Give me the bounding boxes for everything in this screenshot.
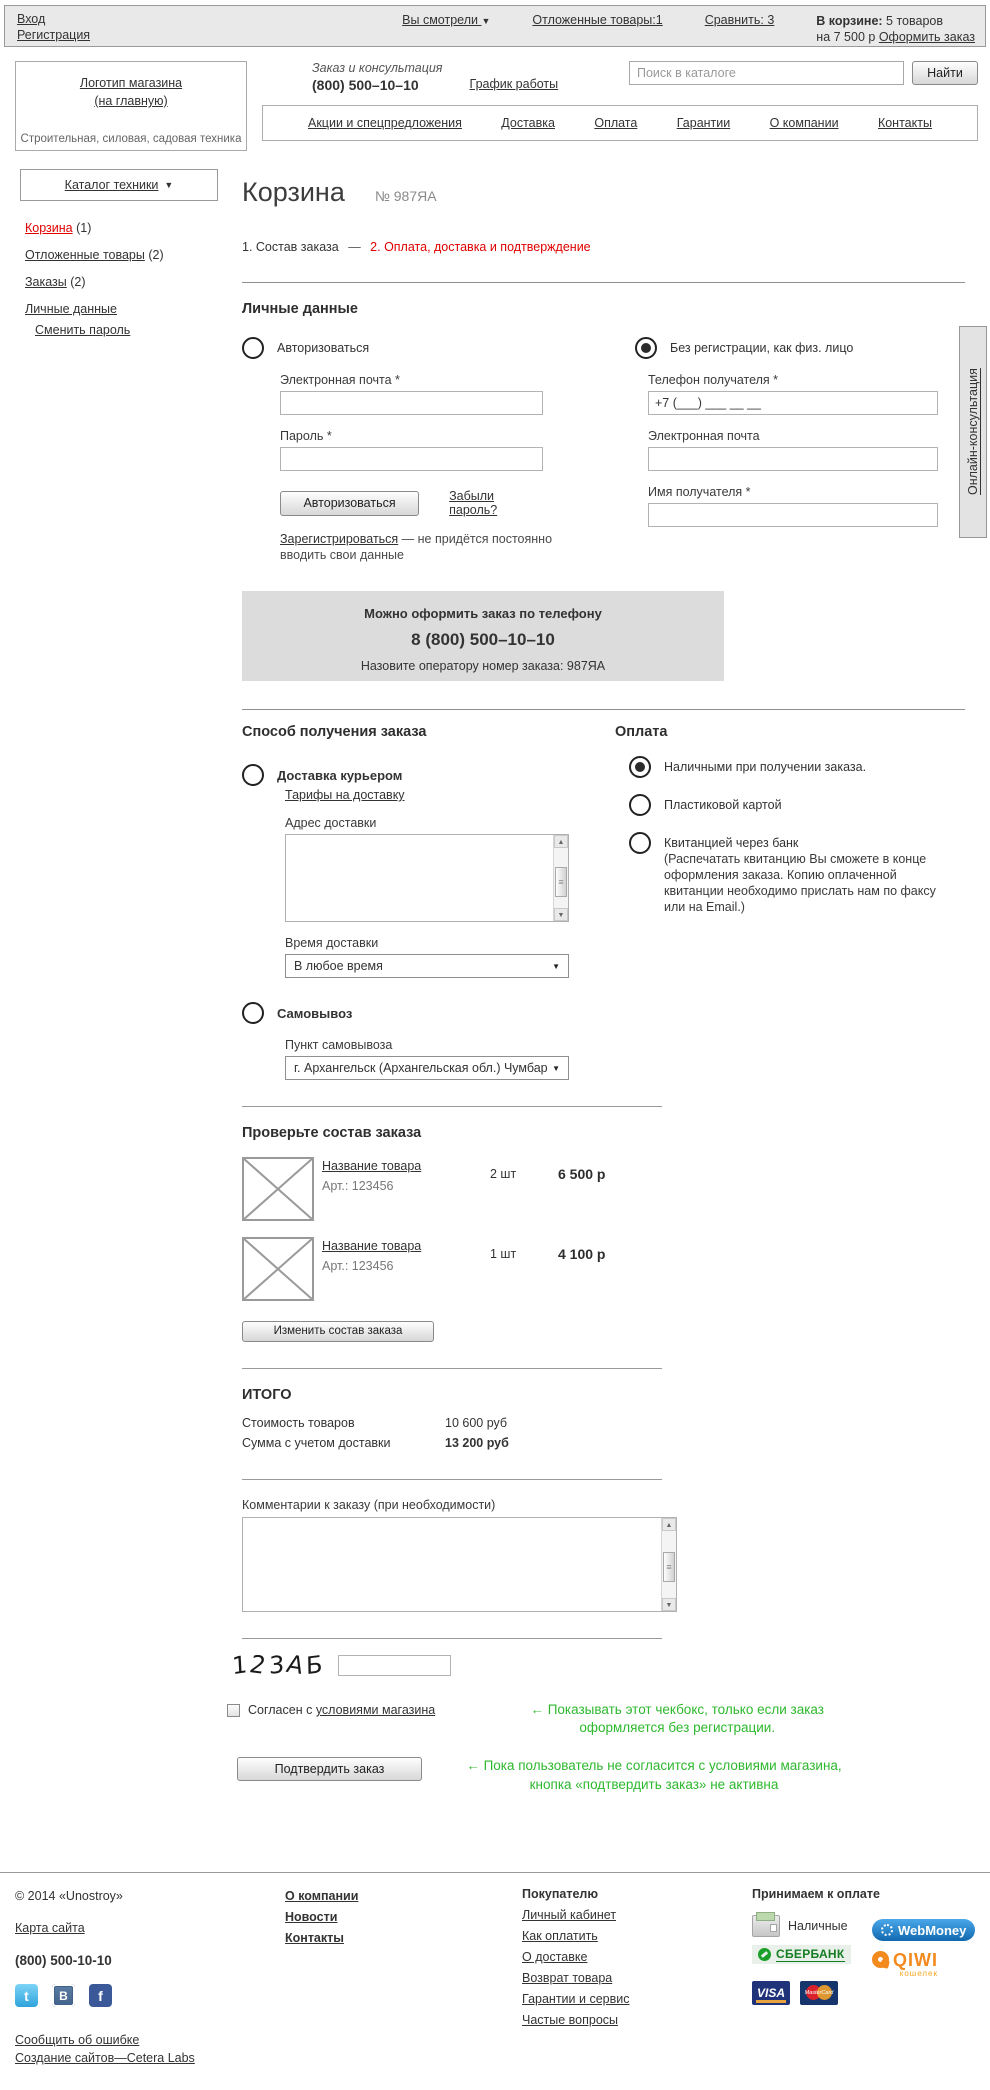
logo-home-link[interactable]: (на главную): [94, 94, 168, 108]
payment-option-cash: [629, 756, 965, 778]
courier-radio[interactable]: [242, 764, 264, 786]
checkout-steps: [242, 240, 965, 254]
delivery-time-select[interactable]: [285, 954, 569, 978]
catalog-button[interactable]: [20, 169, 218, 201]
nav-item-warranty[interactable]: Гарантии: [676, 116, 731, 130]
pickup-radio-label: Самовывоз: [277, 1005, 353, 1021]
webmoney-globe-icon: [881, 1924, 893, 1936]
order-item: [242, 1157, 965, 1221]
qiwi-icon: [872, 1951, 889, 1968]
logo-link[interactable]: Логотип магазина: [79, 76, 183, 90]
receipt-radio[interactable]: [629, 832, 651, 854]
catalog-label: Каталог техники: [64, 178, 159, 192]
search-bar: [629, 61, 978, 85]
delivery-tariffs-link[interactable]: Тарифы на доставку: [285, 788, 405, 802]
password-label: Пароль *: [280, 429, 332, 443]
totals: [242, 1413, 965, 1453]
product-image-placeholder[interactable]: [242, 1237, 314, 1301]
sidebar-item-cart: [25, 221, 235, 235]
cart-count: 5 товаров: [886, 14, 944, 28]
scrollbar-thumb[interactable]: [663, 1552, 675, 1582]
footer-company-column: [15, 1873, 255, 2065]
section-divider: [242, 1368, 662, 1369]
deferred-sidebar-count: (2): [148, 248, 164, 262]
returns-link[interactable]: Возврат товара: [522, 1971, 613, 1985]
product-name-link[interactable]: Название товара: [322, 1159, 422, 1173]
comments-label: Комментарии к заказу (при необходимости): [242, 1498, 496, 1512]
step-2-active: 2. Оплата, доставка и подтверждение: [370, 240, 591, 254]
totals-heading: ИТОГО: [242, 1387, 292, 1403]
product-price: 4 100 р: [558, 1246, 606, 1262]
footer-contacts-link[interactable]: Контакты: [285, 1931, 344, 1945]
header-right: [262, 61, 978, 151]
recipient-email-label: Электронная почта: [648, 429, 760, 443]
sidebar-item-change-password: [35, 323, 235, 337]
personal-sidebar-link[interactable]: Личные данные: [25, 302, 117, 316]
email-label: Электронная почта *: [280, 373, 400, 387]
nav-item-payment[interactable]: Оплата: [594, 116, 638, 130]
footer-about-link[interactable]: О компании: [285, 1889, 359, 1903]
address-label: Адрес доставки: [285, 816, 377, 830]
payment-heading: Оплата: [615, 724, 668, 740]
orders-sidebar-link[interactable]: Заказы: [25, 275, 67, 289]
report-error-link[interactable]: Сообщить об ошибке: [15, 2033, 140, 2047]
goods-cost-value: 10 600 руб: [445, 1416, 508, 1430]
phone-caption: Заказ и консультация: [312, 61, 443, 75]
authorize-radio-label: Авторизоваться: [277, 341, 370, 355]
section-divider: [242, 282, 965, 283]
cash-radio-label: Наличными при получении заказа.: [664, 760, 867, 774]
search-input[interactable]: [629, 61, 904, 85]
online-consultation-tab[interactable]: Онлайн-консультация: [959, 326, 987, 538]
change-password-link[interactable]: Сменить пароль: [35, 323, 131, 337]
cash-radio[interactable]: [629, 756, 651, 778]
checkout-link[interactable]: Оформить заказ: [878, 30, 975, 44]
scroll-up-icon[interactable]: ▲: [662, 1518, 676, 1531]
phone-box-title: Можно оформить заказ по телефону: [364, 606, 602, 621]
receipt-note: (Распечатать квитанцию Вы сможете в конце оформления заказа. Копию оплаченной квитанции необходимо прислать нам по факсу или на Email.): [664, 852, 936, 914]
delivery-time-value: В любое время: [294, 959, 383, 973]
section-divider: [242, 1106, 662, 1107]
visa-logo: VISA: [752, 1981, 790, 2005]
payment-methods-heading: Принимаем к оплате: [752, 1887, 880, 1901]
deferred-sidebar-link[interactable]: Отложенные товары: [25, 248, 145, 262]
deferred-link[interactable]: Отложенные товары:1: [532, 13, 663, 27]
pickup-point-label: Пункт самовывоза: [285, 1038, 393, 1052]
captcha-image: 123АБ: [231, 1649, 327, 1681]
webmoney-label: WebMoney: [898, 1922, 967, 1938]
cart-sidebar-count: (1): [76, 221, 92, 235]
authorize-button[interactable]: Авторизоваться: [280, 491, 419, 516]
sberbank-icon: [758, 1948, 771, 1961]
product-qty: 2 шт: [490, 1167, 517, 1181]
guest-radio[interactable]: [635, 337, 657, 359]
sberbank-logo: [752, 1945, 851, 1964]
mastercard-label: MasterCard: [804, 1990, 834, 1996]
orders-sidebar-count: (2): [70, 275, 86, 289]
product-article: Арт.: 123456: [322, 1179, 394, 1193]
receipt-radio-label: Квитанцией через банк: [664, 836, 799, 850]
courier-radio-label: Доставка курьером: [277, 767, 403, 783]
pickup-point-select[interactable]: [285, 1056, 569, 1080]
recipient-phone-label: Телефон получателя *: [648, 373, 779, 387]
account-link[interactable]: Личный кабинет: [522, 1908, 617, 1922]
phone-box-note: Назовите оператору номер заказа: 987ЯА: [360, 659, 606, 673]
sidebar-item-orders: [25, 275, 235, 289]
chevron-down-icon: ▼: [481, 16, 491, 26]
agree-checkbox[interactable]: [227, 1704, 240, 1717]
delivery-column: [242, 724, 572, 1080]
register-note: — не придётся постоянно вводить свои данные: [280, 532, 553, 562]
recipient-phone-field[interactable]: [648, 391, 938, 415]
email-field[interactable]: [280, 391, 543, 415]
mastercard-logo: [800, 1981, 838, 2005]
cart-sidebar-link[interactable]: Корзина: [25, 221, 73, 235]
webmoney-logo: [872, 1919, 975, 1941]
order-check-heading: Проверьте состав заказа: [242, 1125, 422, 1141]
copyright: © 2014 «Unostroy»: [15, 1889, 123, 1903]
qiwi-label: QIWI: [893, 1950, 938, 1970]
goods-cost-label: Стоимость товаров: [242, 1416, 355, 1430]
sidebar-item-personal: [25, 302, 235, 316]
delivery-address-textarea[interactable]: [285, 834, 569, 922]
footer-phone: (800) 500-10-10: [15, 1953, 112, 1968]
main: [231, 151, 965, 1794]
edit-order-button[interactable]: Изменить состав заказа: [242, 1321, 434, 1342]
product-qty: 1 шт: [490, 1247, 517, 1261]
comments-textarea[interactable]: [242, 1517, 677, 1612]
delivery-time-label: Время доставки: [285, 936, 379, 950]
cart-summary: [816, 11, 975, 44]
section-divider: [242, 709, 965, 710]
logo-box: [15, 61, 247, 151]
scrollbar-thumb[interactable]: [555, 867, 567, 897]
social-links: [15, 1984, 255, 2007]
agree-label: Согласен с: [248, 1703, 316, 1717]
total-with-delivery-value: 13 200 руб: [445, 1436, 509, 1450]
payment-option-receipt: [629, 832, 965, 915]
card-radio[interactable]: [629, 794, 651, 816]
how-to-pay-link[interactable]: Как оплатить: [522, 1929, 598, 1943]
footer-customer-column: [522, 1873, 722, 2027]
product-price: 6 500 р: [558, 1166, 606, 1182]
nav-item-contacts[interactable]: Контакты: [877, 116, 932, 130]
scrollbar[interactable]: [661, 1518, 676, 1611]
qiwi-logo: [872, 1951, 938, 1978]
scroll-down-icon[interactable]: ▼: [554, 908, 568, 921]
footer: [0, 1872, 990, 2090]
sitemap-link[interactable]: Карта сайта: [15, 1921, 85, 1935]
nav-item-promotions[interactable]: Акции и спецпредложения: [308, 116, 462, 130]
captcha-input[interactable]: [338, 1655, 451, 1676]
schedule-link[interactable]: График работы: [469, 77, 559, 91]
card-radio-label: Пластиковой картой: [664, 798, 782, 812]
sberbank-label: СБЕРБАНК: [776, 1947, 845, 1961]
chevron-down-icon: ▼: [552, 1063, 560, 1073]
cart-label: В корзине:: [816, 14, 883, 28]
vk-icon[interactable]: В: [52, 1984, 75, 2007]
chevron-down-icon: ▼: [164, 180, 174, 190]
register-link[interactable]: Регистрация: [17, 28, 91, 42]
footer-about-column: [285, 1873, 358, 1945]
faq-link[interactable]: Частые вопросы: [522, 2013, 619, 2027]
guest-radio-label: Без регистрации, как физ. лицо: [670, 341, 854, 355]
scrollbar-track[interactable]: [662, 1531, 676, 1598]
authorize-column: [242, 337, 553, 563]
section-divider: [242, 1479, 662, 1480]
phone-block: [312, 61, 443, 93]
phone-order-box: [242, 591, 724, 681]
product-article: Арт.: 123456: [322, 1259, 394, 1273]
scrollbar-track[interactable]: [554, 848, 568, 908]
terms-link[interactable]: условиями магазина: [315, 1703, 436, 1717]
order-number: № 987ЯА: [374, 188, 437, 204]
product-name-link[interactable]: Название товара: [322, 1239, 422, 1253]
order-item: [242, 1237, 965, 1301]
register-link[interactable]: Зарегистрироваться: [280, 532, 399, 546]
recipient-name-field[interactable]: [648, 503, 938, 527]
search-button[interactable]: Найти: [912, 61, 978, 85]
authorize-radio[interactable]: [242, 337, 264, 359]
personal-heading: Личные данные: [242, 301, 358, 317]
cash-payment: [752, 1915, 848, 1937]
content: [0, 151, 990, 1794]
login-link[interactable]: Вход: [17, 12, 46, 26]
footer-news-link[interactable]: Новости: [285, 1910, 338, 1924]
delivery-heading: Способ получения заказа: [242, 724, 427, 740]
step-1: 1. Состав заказа: [242, 240, 339, 254]
product-image-placeholder[interactable]: [242, 1157, 314, 1221]
facebook-icon[interactable]: f: [89, 1984, 112, 2007]
qiwi-sublabel: кошелек: [899, 1969, 938, 1978]
forgot-password-link[interactable]: Забыли пароль?: [449, 489, 498, 517]
scrollbar[interactable]: [553, 835, 568, 921]
sidebar: [20, 169, 235, 350]
password-field[interactable]: [280, 447, 543, 471]
compare-link[interactable]: Сравнить: 3: [704, 13, 775, 27]
checkbox-annotation: ← Показывать этот чекбокс, только если заказ оформляется без регистрации.: [530, 1702, 824, 1736]
total-with-delivery-label: Сумма с учетом доставки: [242, 1436, 391, 1450]
warranty-service-link[interactable]: Гарантии и сервис: [522, 1992, 630, 2006]
page-title: Корзина: [242, 177, 345, 207]
recipient-name-label: Имя получателя *: [648, 485, 751, 499]
phone-box-number: 8 (800) 500–10–10: [411, 630, 555, 649]
pickup-radio[interactable]: [242, 1002, 264, 1024]
viewed-link[interactable]: [402, 13, 490, 39]
recipient-email-field[interactable]: [648, 447, 938, 471]
cash-icon: [752, 1915, 780, 1937]
main-nav: [262, 105, 978, 141]
site-credits-link[interactable]: Создание сайтов—Cetera Labs: [15, 2051, 195, 2065]
scroll-down-icon[interactable]: ▼: [662, 1598, 676, 1611]
payment-option-card: [629, 794, 965, 816]
cash-label: Наличные: [788, 1919, 848, 1933]
header-phone: (800) 500–10–10: [312, 77, 419, 93]
button-annotation: ← Пока пользователь не согласится с условиями магазина, кнопка «подтвердить заказ» не активна: [466, 1758, 842, 1792]
top-bar: [4, 5, 986, 47]
nav-item-delivery[interactable]: Доставка: [501, 116, 555, 130]
pickup-point-value: г. Архангельск (Архангельская обл.) Чумбар: [294, 1061, 548, 1075]
header: [15, 61, 978, 151]
scroll-up-icon[interactable]: ▲: [554, 835, 568, 848]
viewed-label: Вы смотрели: [402, 13, 478, 27]
auth-links: [17, 11, 91, 42]
customer-heading: Покупателю: [522, 1887, 599, 1901]
chevron-down-icon: ▼: [552, 961, 560, 971]
nav-item-about[interactable]: О компании: [769, 116, 839, 130]
about-delivery-link[interactable]: О доставке: [522, 1950, 588, 1964]
payment-column: [615, 724, 965, 1080]
footer-payment-column: [752, 1873, 988, 2063]
twitter-icon[interactable]: t: [15, 1984, 38, 2007]
cart-sum: на 7 500 р: [816, 30, 876, 44]
logo-tagline: Строительная, силовая, садовая техника: [20, 133, 242, 145]
topbar-links: [402, 11, 774, 39]
section-divider: [242, 1638, 662, 1639]
guest-column: [615, 337, 963, 563]
confirm-order-button[interactable]: Подтвердить заказ: [237, 1757, 422, 1781]
step-separator: —: [348, 240, 361, 254]
sidebar-item-deferred: [25, 248, 235, 262]
